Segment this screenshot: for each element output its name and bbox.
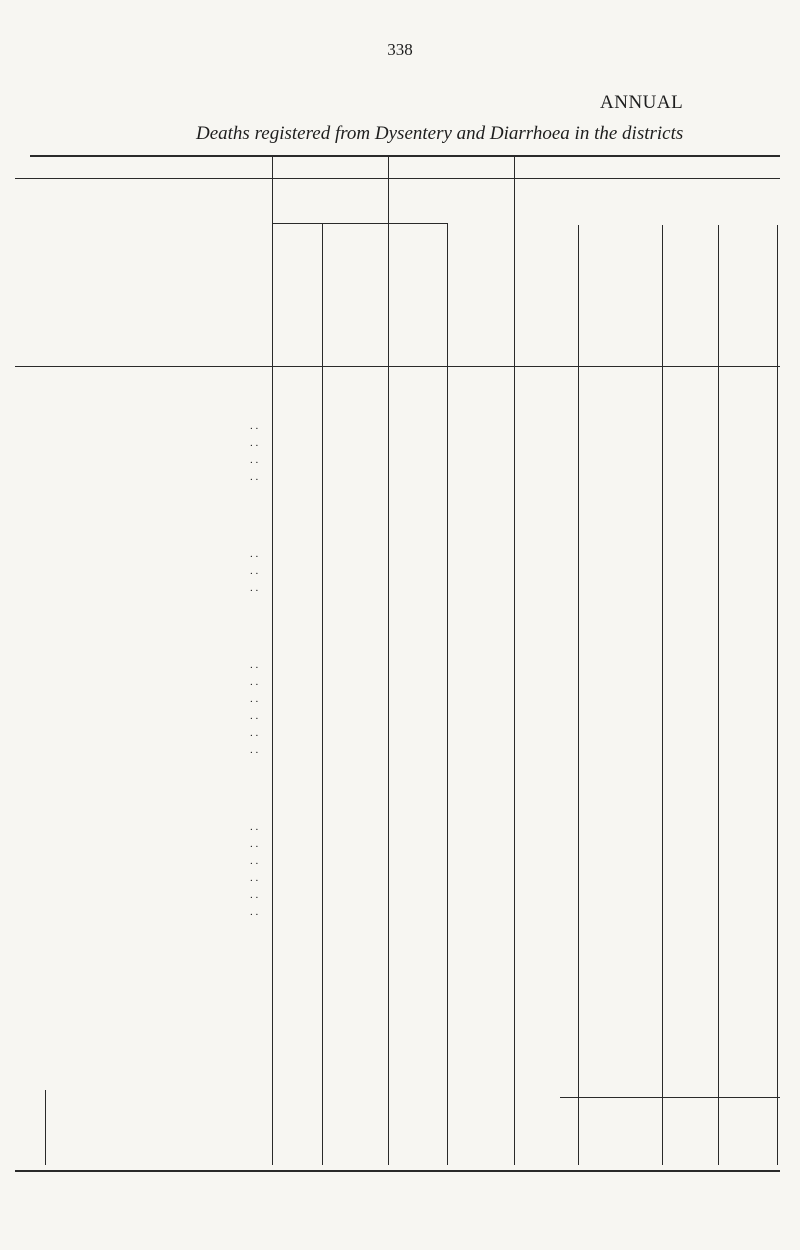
header-bottom-rule <box>15 366 780 367</box>
villages-count-header <box>390 227 445 362</box>
number-header <box>17 182 53 362</box>
leader-dots: . . <box>250 454 259 466</box>
column-rule <box>272 155 273 1165</box>
column-rule <box>662 225 663 1165</box>
leader-dots: . . <box>250 471 259 483</box>
villages-deaths-header <box>449 227 512 362</box>
leader-dots: . . <box>250 420 259 432</box>
circles-count-header <box>274 227 320 362</box>
leader-dots: . . <box>250 855 259 867</box>
column-rule <box>777 225 778 1165</box>
leader-dots: . . <box>250 693 259 705</box>
leader-dots: . . <box>250 582 259 594</box>
column-rule <box>45 1090 46 1165</box>
column-rule <box>388 155 389 1165</box>
leader-dots: . . <box>250 659 259 671</box>
leader-dots: . . <box>250 437 259 449</box>
leader-dots: . . <box>250 838 259 850</box>
column-rule <box>578 225 579 1165</box>
column-rule <box>447 223 448 1165</box>
group-header-rule <box>272 223 447 224</box>
circles-deaths-header <box>324 227 386 362</box>
leader-dots: . . <box>250 872 259 884</box>
page-number: 338 <box>387 40 413 59</box>
total-rule <box>560 1097 780 1098</box>
leader-dots: . . <box>250 676 259 688</box>
bottom-rule <box>15 1170 780 1172</box>
leader-dots: . . <box>250 906 259 918</box>
top-rule <box>30 155 780 157</box>
column-rule <box>718 225 719 1165</box>
leader-dots: . . <box>250 565 259 577</box>
running-head: ANNUAL <box>600 92 684 113</box>
leader-dots: . . <box>250 821 259 833</box>
leader-dots: . . <box>250 727 259 739</box>
column-rule <box>322 223 323 1165</box>
column-rule <box>514 155 515 1165</box>
leader-dots: . . <box>250 889 259 901</box>
column-number-rule <box>15 178 780 179</box>
table-title: Deaths registered from Dysentery and Diarrhoea in the districts <box>196 123 684 144</box>
leader-dots: . . <box>250 744 259 756</box>
leader-dots: . . <box>250 548 259 560</box>
leader-dots: . . <box>250 710 259 722</box>
